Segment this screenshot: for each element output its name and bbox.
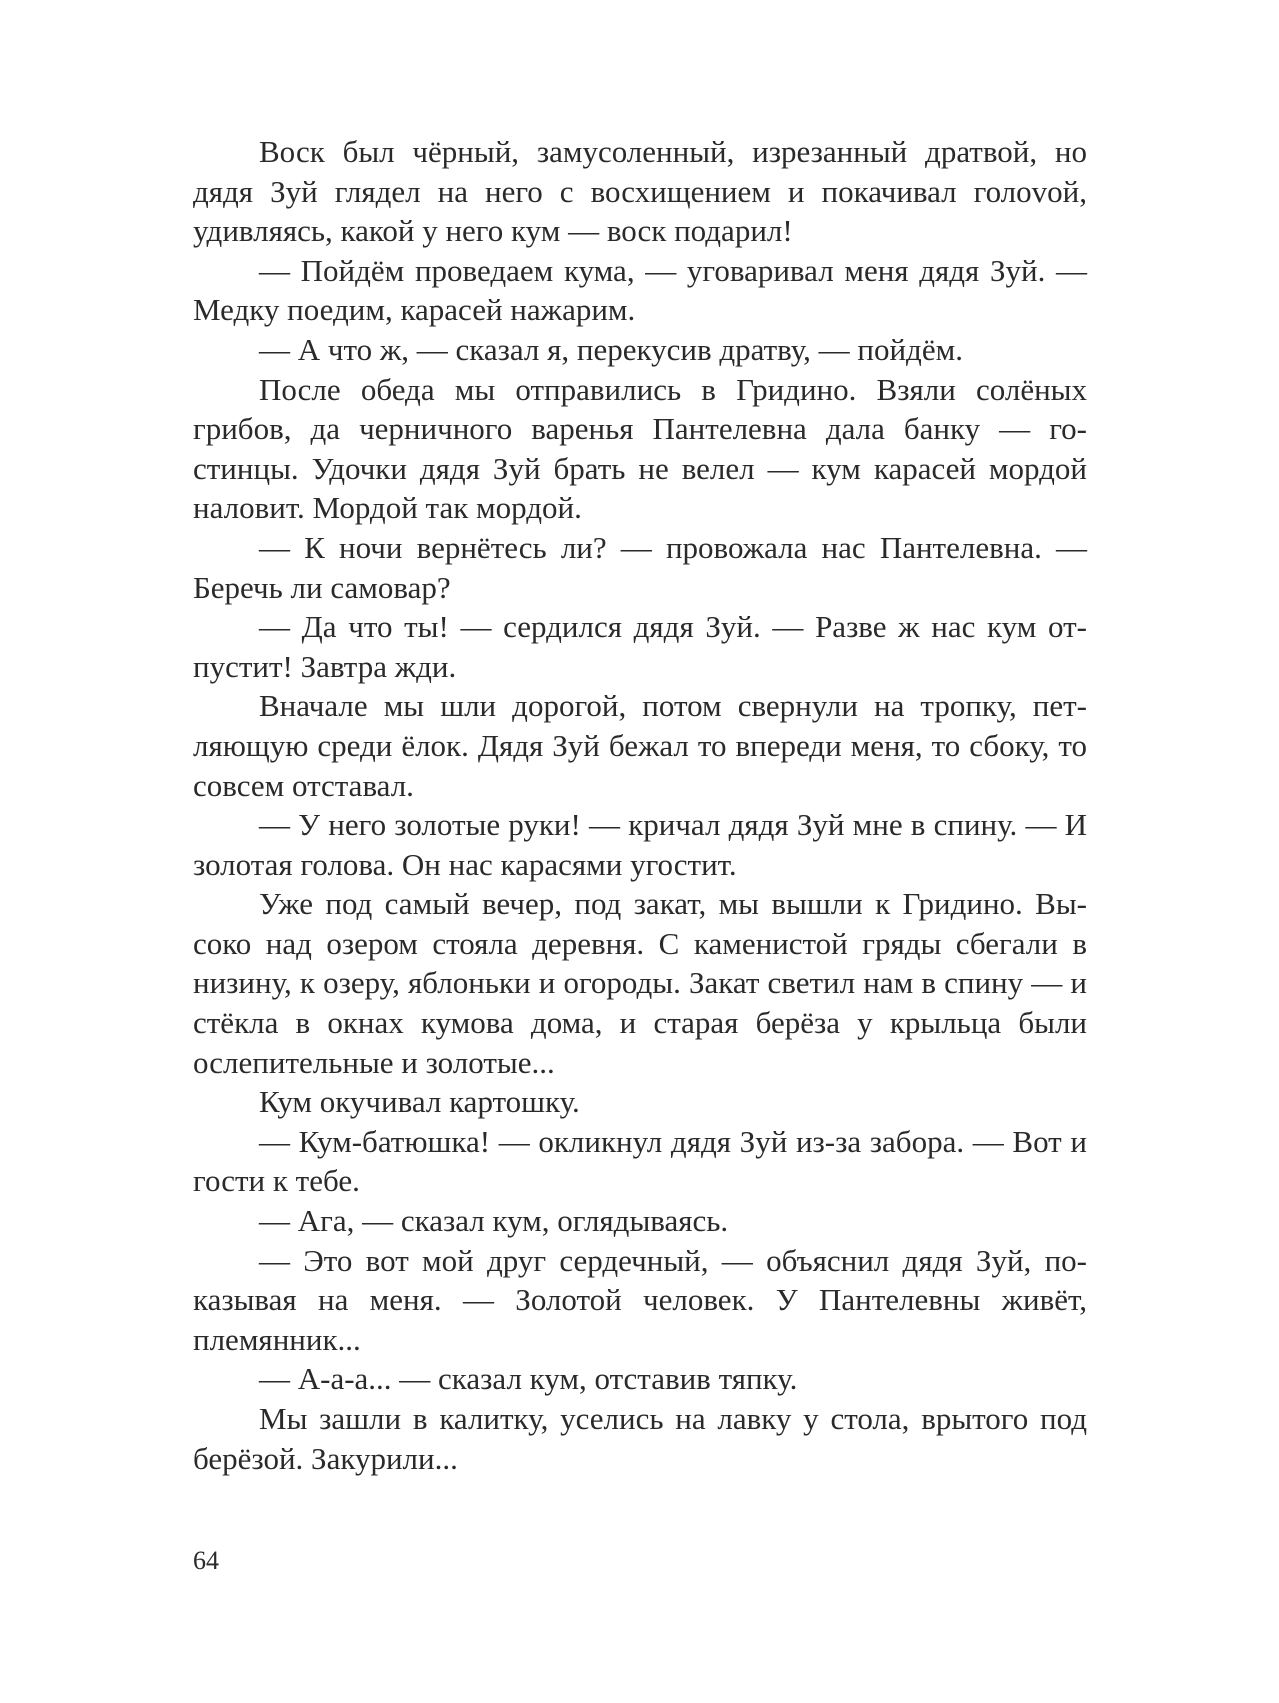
paragraph: Мы зашли в калитку, уселись на лавку у стола, врытого под берёзой. Закурили... xyxy=(193,1401,1087,1476)
paragraph: Вначале мы шли дорогой, потом свернули на тропку, петляющую среди ёлок. Дядя Зуй бежал то впереди меня, то сбоку, то совсем отставал. xyxy=(193,688,1087,803)
paragraph: — Кум-батюшка! — окликнул дядя Зуй из-за забора. — Вот и гости к тебе. xyxy=(193,1123,1087,1199)
paragraph: — У него золотые руки! — кричал дядя Зуй мне в спину. — И золотая голова. Он нас карасями угостит. xyxy=(193,807,1087,882)
paragraph: Уже под самый вечер, под закат, мы вышли к Гридино. Высоко над озером стояла деревня. С каменистой гряды сбегали в низину, к озеру, яблоньки и огороды. Закат светил нам в спину — и стёкла в окнах кумова дома, и старая берёза у крыльца были ослепительные и золотые... xyxy=(193,886,1087,1080)
paragraph: — Да что ты! — сердился дядя Зуй. — Разве ж нас кум отпустит! Завтра жди. xyxy=(193,609,1087,684)
book-page-text xyxy=(193,132,1087,1478)
paragraph: После обеда мы отправились в Гридино. Взяли солёных грибов, да черничного варенья Пантелевна дала банку — гостинцы. Удочки дядя Зуй брать не велел — кум карасей мордой наловит. Мордой так мордой. xyxy=(193,371,1087,526)
paragraph: — Пойдём проведаем кума, — уговаривал меня дядя Зуй. — Медку поедим, карасей нажарим. xyxy=(193,252,1087,328)
paragraph: Кум окучивал картошку. xyxy=(259,1084,580,1120)
paragraph: — К ночи вернётесь ли? — провожала нас Пантелевна. — Беречь ли самовар? xyxy=(193,529,1087,605)
paragraph: Воск был чёрный, замусоленный, изрезанный дратвой, но дядя Зуй глядел на него с восхищением и покачивал голоvой, удивляясь, какой у него кум — воск подарил! xyxy=(193,134,1087,249)
paragraph: — А что ж, — сказал я, перекусив дратву, — пойдём. xyxy=(259,331,963,367)
paragraph: — А-а-а... — сказал кум, отставив тяпку. xyxy=(259,1361,798,1397)
paragraph: — Это вот мой друг сердечный, — объяснил дядя Зуй, показывая на меня. — Золотой человек. У Пантелевны живёт, племянник... xyxy=(193,1242,1087,1357)
page-number: 64 xyxy=(193,1546,219,1575)
paragraph: — Ага, — сказал кум, оглядываясь. xyxy=(259,1203,729,1239)
